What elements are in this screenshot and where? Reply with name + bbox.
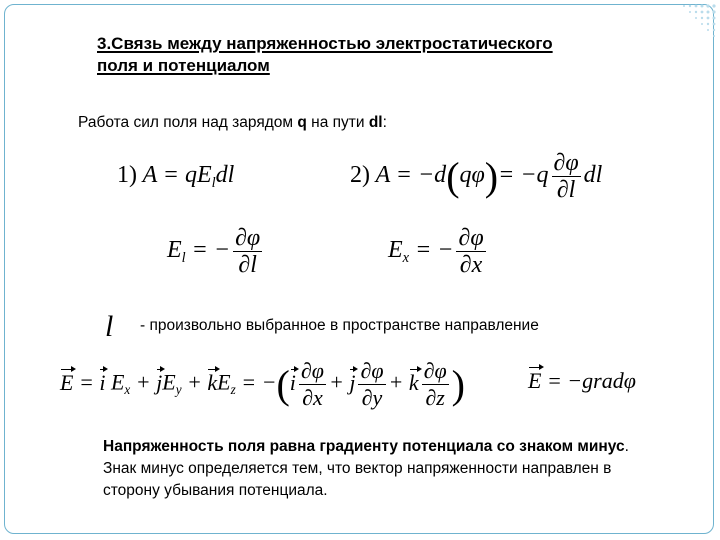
title-line-2: поля и потенциалом bbox=[97, 56, 270, 75]
fraction-dphi-dx bbox=[456, 225, 485, 278]
numerator: ∂φ bbox=[360, 358, 384, 383]
formula-2: 2) A = −d(qφ)= −q $\frac{\partial\varphi}{\partial l}$ dl bbox=[350, 150, 603, 203]
conclusion-text bbox=[103, 436, 643, 502]
formula-gradient-expansion: E = i $E_x + jE_y + kE_z = -(i$ $\frac{\partial\varphi}{\partial x}$ + j $\frac{\partial\varphi}{\partial y}$ + k $\frac{\partial\varphi}{\partial z}$ ) bbox=[60, 358, 465, 410]
conclusion-bold: Напряженность поля равна градиенту потенциала со знаком минус bbox=[103, 438, 625, 455]
intro-middle: на пути bbox=[306, 114, 369, 131]
numerator: ∂φ bbox=[423, 358, 447, 383]
fraction-dphi-dy bbox=[358, 358, 385, 411]
formula-2-label: 2) bbox=[350, 162, 370, 189]
conclusion-rest: . Знак минус определяется тем, что вектор напряженности направлен в сторону убывания потенциала. bbox=[103, 438, 629, 499]
formula-ex: $E_x$ = − $\frac{\partial\varphi}{\partial x}$ bbox=[388, 225, 484, 278]
intro-q: q bbox=[297, 114, 307, 131]
denominator: ∂y bbox=[361, 385, 383, 410]
fraction-dphi-dz bbox=[422, 358, 449, 411]
fraction-dphi-dx-2 bbox=[299, 358, 326, 411]
denominator: ∂x bbox=[459, 252, 483, 278]
numerator: ∂φ bbox=[553, 150, 579, 176]
title-line-1: 3.Связь между напряженностью электростатического bbox=[97, 34, 553, 53]
l-symbol: l bbox=[105, 310, 114, 343]
numerator: ∂φ bbox=[235, 225, 261, 251]
formula-1: 1) $A = qE_ldl$ bbox=[117, 162, 235, 192]
numerator: ∂φ bbox=[458, 225, 484, 251]
denominator: ∂l bbox=[556, 177, 576, 203]
intro-suffix: : bbox=[382, 114, 387, 131]
denominator: ∂x bbox=[302, 385, 323, 410]
denominator: ∂l bbox=[238, 252, 257, 278]
fraction-dphi-dl-2 bbox=[233, 225, 262, 278]
intro-text bbox=[78, 114, 387, 132]
slide-title bbox=[97, 33, 697, 77]
denominator: ∂z bbox=[425, 385, 445, 410]
formula-grad: E = −gradφ bbox=[528, 368, 636, 393]
l-description: - произвольно выбранное в пространстве направление bbox=[140, 317, 539, 334]
formula-el: $E_l$ = − $\frac{\partial\varphi}{\partial l}$ bbox=[167, 225, 261, 278]
intro-prefix: Работа сил поля над зарядом bbox=[78, 114, 298, 131]
intro-dl: dl bbox=[368, 114, 383, 131]
formula-1-label: 1) bbox=[117, 162, 137, 188]
numerator: ∂φ bbox=[300, 358, 324, 383]
fraction-dphi-dl bbox=[552, 150, 581, 203]
